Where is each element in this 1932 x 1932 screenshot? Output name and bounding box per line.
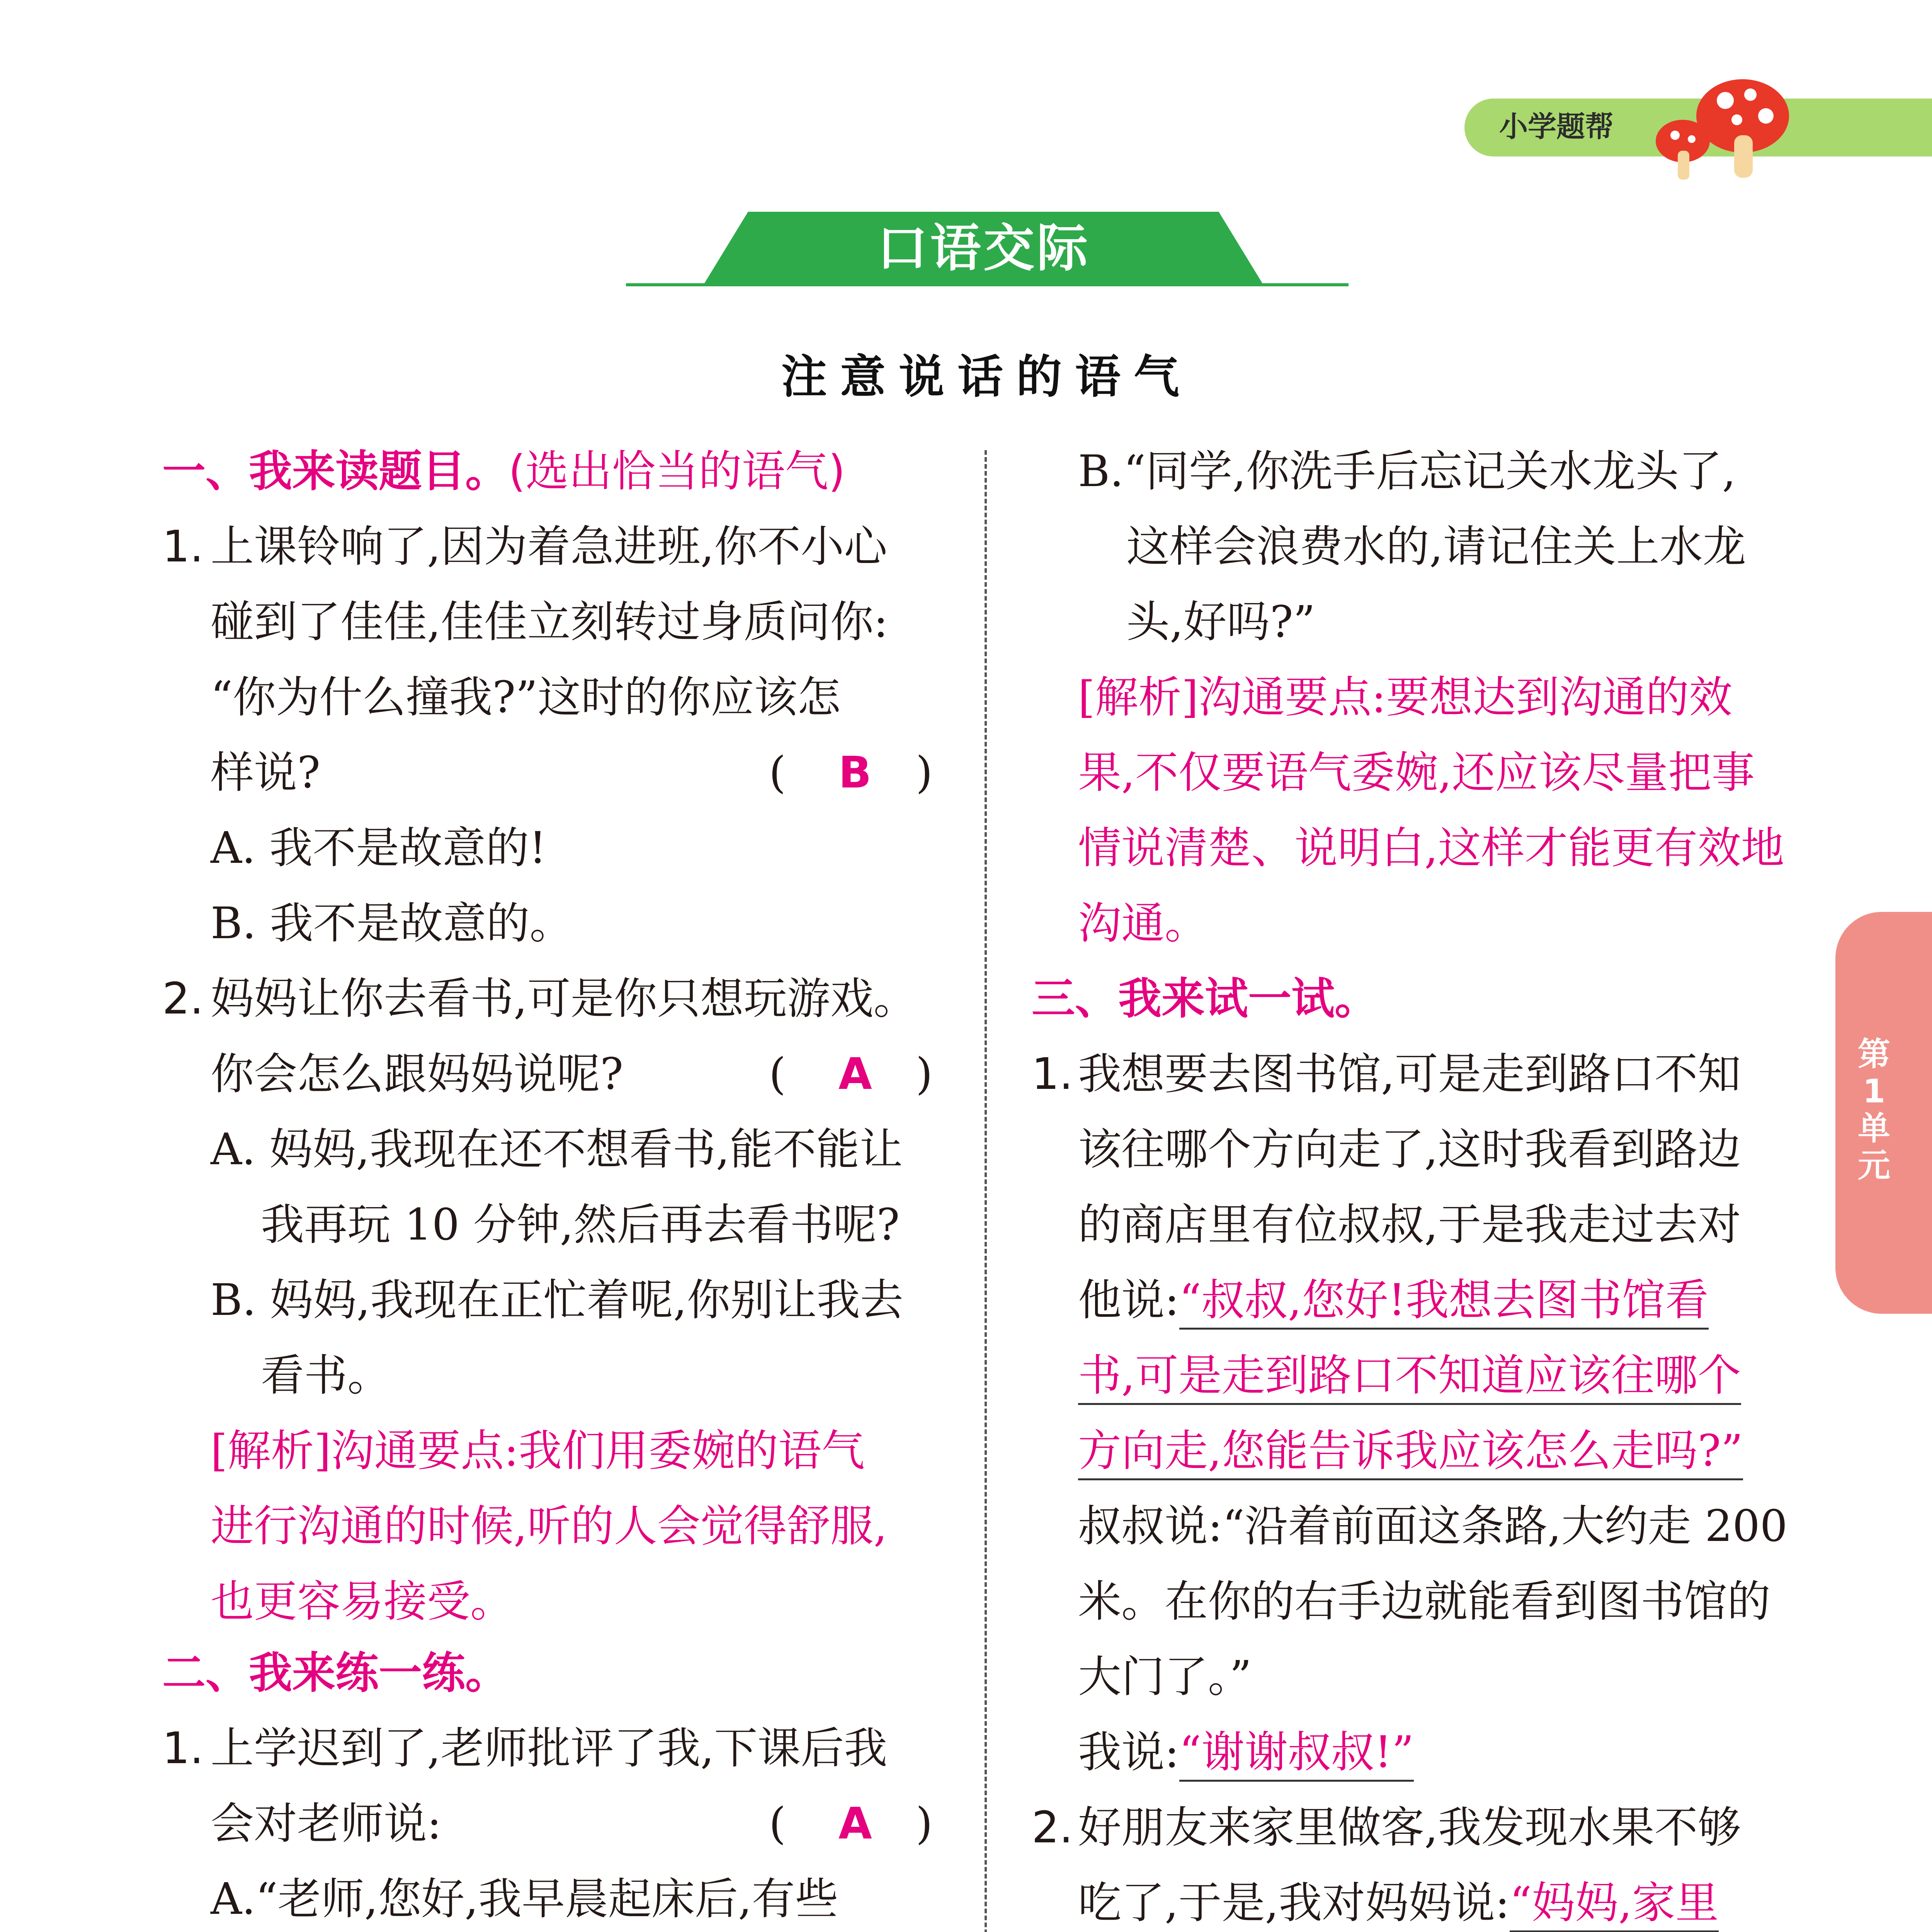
answer-paren-open: ( [769,1049,786,1099]
question-number: 1. [1032,1049,1073,1099]
question-text: 好朋友来家里做客,我发现水果不够 [1078,1803,1741,1853]
answer-paren-open: ( [769,1799,786,1849]
question-text: 妈妈让你去看书,可是你只想玩游戏。 [211,974,917,1024]
analysis-text: 进行沟通的时候,听的人会觉得舒服, [211,1501,888,1551]
answer-choice: B [838,748,872,798]
reply-text: 米。在你的右手边就能看到图书馆的 [1078,1577,1770,1627]
question-text: 会对老师说: [211,1799,442,1849]
question-text: 上学迟到了,老师批评了我,下课后我 [211,1723,888,1774]
option-b-cont: 看书。 [261,1350,391,1401]
option-b: B. 我不是故意的。 [211,898,573,949]
analysis-text: [解析]沟通要点:我们用委婉的语气 [211,1426,865,1476]
reply-text: 大门了。” [1078,1652,1252,1702]
analysis-text: 也更容易接受。 [211,1577,514,1627]
answer-fill: “叔叔,您好!我想去图书馆看 [1179,1275,1709,1330]
brand-text: 小学题帮 [1499,110,1614,143]
analysis-text: 情说清楚、说明白,这样才能更有效地 [1078,823,1784,873]
option-b: B.“同学,你洗手后忘记关水龙头了, [1078,446,1736,497]
answer-fill: “谢谢叔叔!” [1179,1727,1414,1782]
answer-paren-close: ) [916,1049,933,1099]
question-text: 你会怎么跟妈妈说呢? [211,1049,624,1099]
answer-fill-line: 书,可是走到路口不知道应该往哪个 [1078,1349,1741,1403]
option-a: A. 我不是故意的! [211,823,547,873]
option-a-cont: 我再玩 10 分钟,然后再去看书呢? [261,1200,900,1250]
mushroom-icon [1646,73,1793,182]
question-text: 该往哪个方向走了,这时我看到路边 [1078,1124,1741,1175]
analysis-text: [解析]沟通要点:要想达到沟通的效 [1078,672,1733,723]
answer-choice: A [838,1049,872,1099]
question-number: 1. [162,522,204,572]
question-text: 我想要去图书馆,可是走到路口不知 [1078,1049,1741,1099]
answer-fill-line: 方向走,您能告诉我应该怎么走吗?” [1078,1424,1743,1478]
question-text: 碰到了佳佳,佳佳立刻转过身质问你: [211,597,888,647]
option-b-cont: 这样会浪费水的,请记住关上水龙 [1126,522,1746,572]
lead-text: 他说:“叔叔,您好!我想去图书馆看 [1078,1273,1709,1327]
answer-paren-close: ) [916,1799,933,1849]
question-text: 上课铃响了,因为着急进班,你不小心 [211,522,888,572]
lead-text: 吃了,于是,我对妈妈说:“妈妈,家里 [1078,1876,1719,1930]
answer-paren-open: ( [769,748,786,798]
reply-text: 叔叔说:“沿着前面这条路,大约走 200 [1078,1501,1787,1551]
part3-heading: 三、我来试一试。 [1032,974,1378,1024]
option-a: A.“老师,您好,我早晨起床后,有些 [211,1874,838,1924]
option-b: B. 妈妈,我现在正忙着呢,你别让我去 [211,1275,903,1325]
question-number: 2. [162,974,204,1024]
option-b-cont: 头,好吗?” [1126,597,1315,647]
analysis-text: 沟通。 [1078,898,1208,949]
analysis-text: 果,不仅要语气委婉,还应该尽量把事 [1078,748,1755,798]
me-line: 我说:“谢谢叔叔!” [1078,1725,1414,1779]
option-a: A. 妈妈,我现在还不想看书,能不能让 [211,1124,903,1175]
question-number: 1. [162,1723,204,1774]
question-text: 样说? [211,748,321,798]
question-text: 的商店里有位叔叔,于是我走过去对 [1078,1200,1741,1250]
question-text: “你为什么撞我?”这时的你应该怎 [211,672,841,723]
part1-heading: 一、我来读题目。(选出恰当的语气) [162,446,845,497]
question-number: 2. [1032,1803,1073,1853]
answer-paren-close: ) [916,748,933,798]
answer-choice: A [838,1799,872,1849]
section-title: 口语交际 [877,219,1090,278]
page-subtitle: 注意说话的语气 [781,350,1192,403]
column-divider [985,450,987,1932]
answer-fill: “妈妈,家里 [1510,1878,1719,1932]
unit-side-label: 第 1 单 元 [1857,1035,1890,1184]
part2-heading: 二、我来练一练。 [162,1648,509,1698]
